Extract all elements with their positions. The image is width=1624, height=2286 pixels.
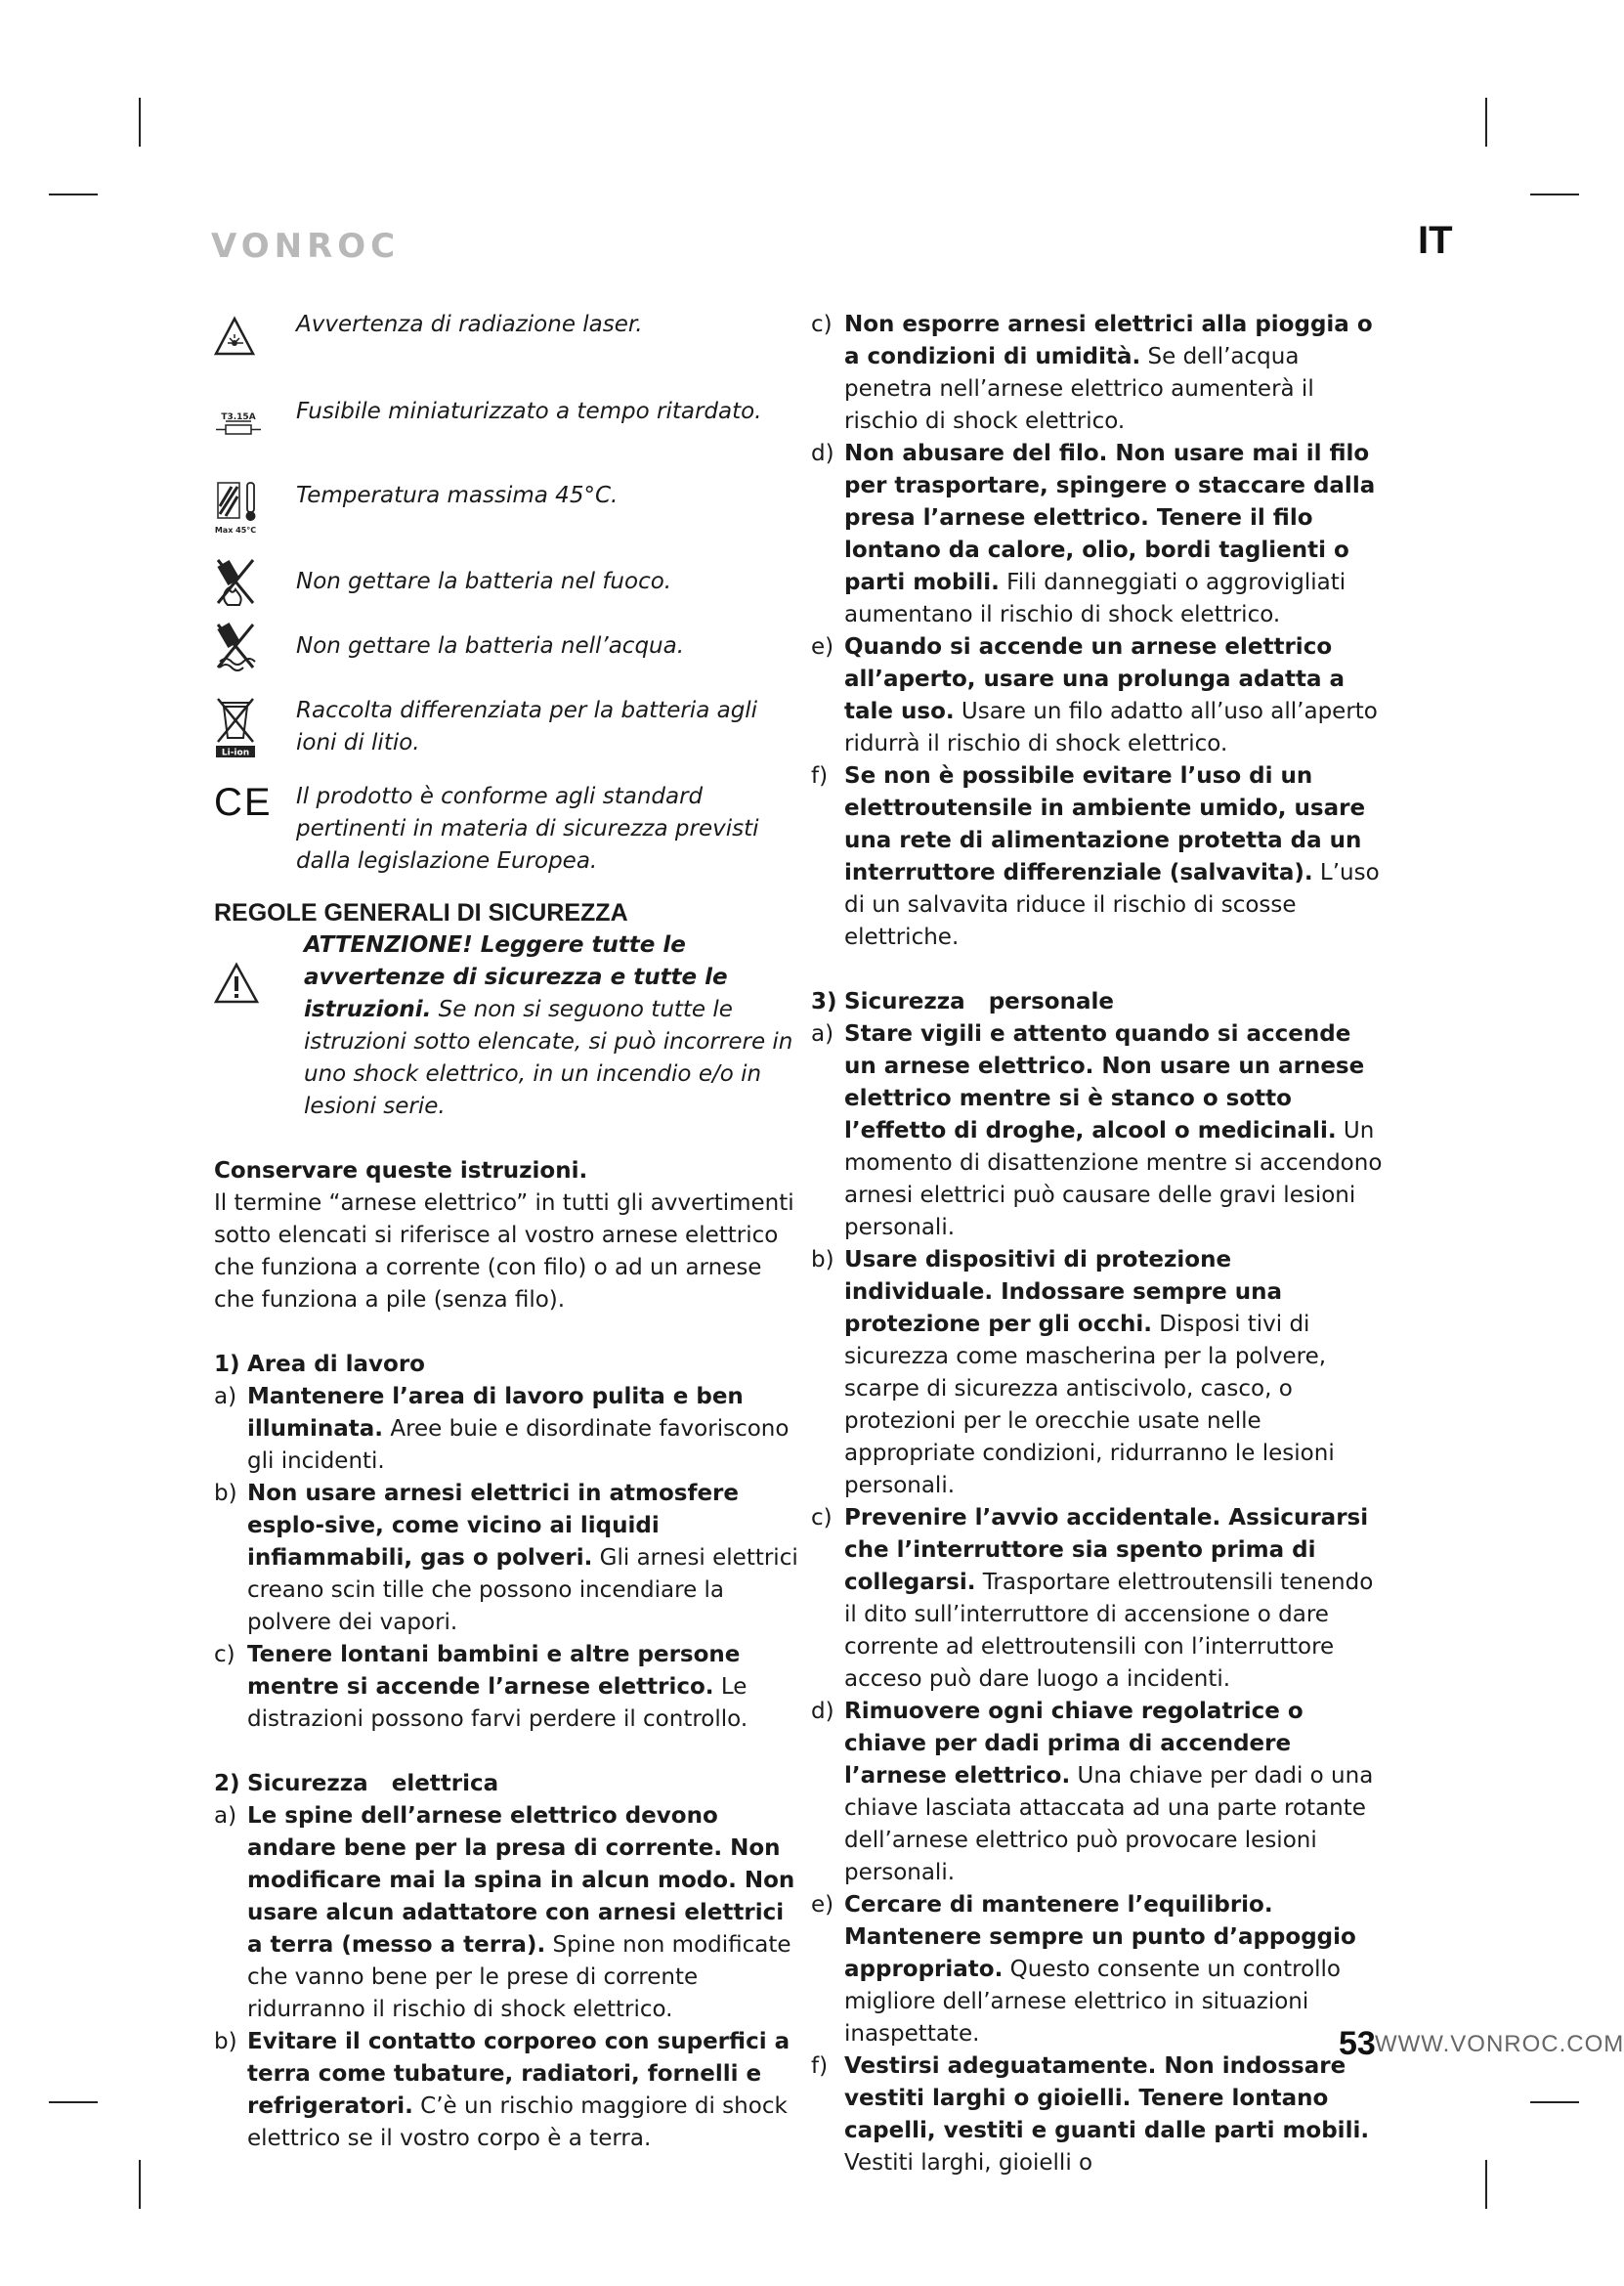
li-ion-label: Li-ion (221, 748, 250, 758)
brand-logo: VONROC (211, 227, 401, 266)
list-item: e) Quando si accende un arnese elettrico all’aperto, usare una prolunga adatta a tale uso. Usare un filo adatto all’uso all’aperto ridurrà il rischio di shock elettrico. (811, 634, 1378, 756)
language-code: IT (1418, 219, 1453, 262)
list-item: d) Rimuovere ogni chiave regolatrice o chiave per dadi prima di accendere l’arnese elettrico. Una chiave per dadi o una chiave lasciata attaccata ad una parte rotante dell’arnese elettrico può provocare lesioni personali. (811, 1699, 1374, 1885)
symbol-description: Il prodotto è conforme agli standard pertinenti in materia di sicurezza previsti dalla legislazione Europea. (296, 784, 759, 874)
symbol-row (214, 695, 800, 759)
symbol-description: Non gettare la batteria nell’acqua. (296, 633, 685, 659)
symbol-description: Raccolta differenziata per la batteria agli ioni di litio. (296, 698, 758, 755)
list-item: c) Tenere lontani bambini e altre persone mentre si accende l’arnese elettrico. Le distrazioni possono farvi perdere il controllo. (214, 1642, 748, 1732)
symbol-row (214, 480, 800, 535)
crop-mark (1530, 2101, 1579, 2103)
symbol-row (214, 309, 800, 364)
thermometer-label: Max 45°C (214, 526, 257, 535)
list-item: b) Usare dispositivi di protezione individuale. Indossare sempre una protezione per gli occhi. Disposi tivi di sicurezza come mascherina per la polvere, scarpe di sicurezza antiscivolo, casco, o protezioni per le orecchie usate nelle appropriate condizioni, ridurranno le lesioni personali. (811, 1247, 1335, 1498)
no-fire-battery-icon (214, 554, 296, 609)
list-item: a) Stare vigili e attento quando si accende un arnese elettrico. Non usare un arnese elettrico mentre si è stanco o sotto l’effetto di droghe, alcool o medicinali. Un momento di disattenzione mentre si accendono arnesi elettrici può causare delle gravi lesioni personali. (811, 1021, 1383, 1240)
symbol-row (214, 781, 800, 878)
list-item: b) Evitare il contatto corporeo con superfici a terra come tubature, radiatori, fornelli e refrigeratori. C’è un rischio maggiore di shock elettrico se il vostro corpo è a terra. (214, 2029, 791, 2151)
ce-mark-label: CE (214, 781, 273, 824)
section-title: REGOLE GENERALI DI SICUREZZA (214, 899, 628, 927)
warning-bold: ATTENZIONE! Leggere tutte le avvertenze di sicurezza e tutte le istruzioni. (304, 932, 728, 1022)
list-item: f) Se non è possibile evitare l’uso di un elettroutensile in ambiente umido, usare una rete di alimentazione protetta da un interruttore differenziale (salvavita). L’uso di un salvavita riduce il rischio di scosse elettriche. (811, 763, 1380, 950)
safety-warning (214, 929, 800, 1123)
keep-instructions-title: Conservare queste istruzioni. (214, 1158, 588, 1184)
crop-mark (1485, 98, 1487, 147)
symbol-description: Avvertenza di radiazione laser. (296, 312, 643, 337)
crop-mark (1530, 194, 1579, 195)
list-item: f) Vestirsi adeguatamente. Non indossare vestiti larghi o gioielli. Tenere lontano capelli, vestiti e guanti dalle parti mobili. Vestiti larghi, gioielli o (811, 2053, 1370, 2176)
crop-mark (1485, 2160, 1487, 2209)
no-water-battery-icon (214, 619, 296, 673)
laser-warning-icon (214, 309, 296, 364)
list-item: d) Non abusare del filo. Non usare mai il filo per trasportare, spingere o staccare dalla presa l’arnese elettrico. Tenere il filo lontano da calore, olio, bordi taglienti o parti mobili. Fili danneggiati o aggrovigliati aumentano il rischio di shock elettrico. (811, 441, 1376, 627)
warning-text: Se non si seguono tutte le istruzioni sotto elencate, si può incorrere in uno shock elettrico, in un incendio e/o in lesioni serie. (304, 997, 793, 1119)
warning-triangle-icon (214, 929, 296, 1014)
left-column (214, 309, 800, 2155)
crop-mark (49, 194, 98, 195)
ce-mark-icon (214, 781, 296, 841)
symbol-row (214, 396, 800, 451)
page-number: 53 (1339, 2025, 1376, 2062)
keep-instructions-text: Il termine “arnese elettrico” in tutti gli avvertimenti sotto elencati si riferisce al vostro arnese elettrico che funziona a corrente (con filo) o ad un arnese che funziona a pile (senza filo). (214, 1190, 794, 1313)
list-item: a) Le spine dell’arnese elettrico devono andare bene per la presa di corrente. Non modificare mai la spina in alcun modo. Non usare alcun adattatore con arnesi elettrici a terra (messo a terra). Spine non modificate che vanno bene per le prese di corrente ridurranno il rischio di shock elettrico. (214, 1803, 795, 2022)
fuse-label: T3.15A (221, 412, 256, 422)
list-item: e) Cercare di mantenere l’equilibrio. Mantenere sempre un punto d’appoggio appropriato. Questo consente un controllo migliore dell’arnese elettrico in situazioni inaspettate. (811, 1892, 1356, 2047)
section-heading-1: 1) Area di lavoro (214, 1352, 425, 1377)
symbol-description: Temperatura massima 45°C. (296, 483, 619, 508)
symbol-row (214, 554, 800, 609)
crop-mark (49, 2101, 98, 2103)
symbol-row (214, 619, 800, 673)
section-heading-2: 2) Sicurezza elettrica (214, 1771, 499, 1796)
list-item: c) Non esporre arnesi elettrici alla pioggia o a condizioni di umidità. Se dell’acqua penetra nell’arnese elettrico aumenterà il rischio di shock elettrico. (811, 312, 1373, 434)
list-item: b) Non usare arnesi elettrici in atmosfere esplo-sive, come vicino ai liquidi infiammabili, gas o polveri. Gli arnesi elettrici creano scin tille che possono incendiare la polvere dei vapori. (214, 1481, 798, 1635)
thermometer-icon (214, 480, 296, 535)
symbol-description: Fusibile miniaturizzato a tempo ritardato. (296, 399, 762, 424)
list-item: c) Prevenire l’avvio accidentale. Assicurarsi che l’interruttore sia spento prima di collegarsi. Trasportare elettroutensili tenendo il dito sull’interruttore di accensione o dare corrente ad elettroutensili con l’interruttore acceso può dare luogo a incidenti. (811, 1505, 1374, 1692)
list-item: a) Mantenere l’area di lavoro pulita e ben illuminata. Aree buie e disordinate favoriscono gli incidenti. (214, 1384, 790, 1474)
right-column (811, 309, 1388, 2179)
symbol-description: Non gettare la batteria nel fuoco. (296, 569, 672, 594)
fuse-icon (214, 396, 296, 451)
website-url: WWW.VONROC.COM (1375, 2031, 1624, 2057)
section-heading-3: 3) Sicurezza personale (811, 989, 1114, 1014)
crop-mark (139, 98, 141, 147)
crop-mark (139, 2160, 141, 2209)
li-ion-recycle-icon (214, 695, 296, 759)
